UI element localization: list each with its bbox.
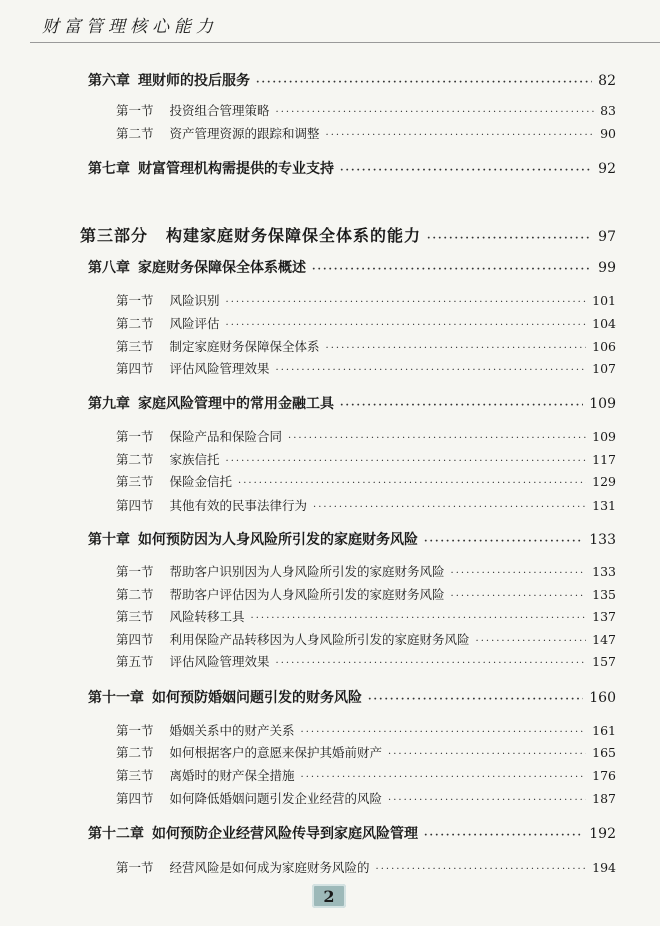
toc-page-number: 147 bbox=[592, 632, 616, 647]
toc-entry-label bbox=[88, 158, 334, 178]
toc-page-number: 192 bbox=[589, 826, 616, 842]
toc-entry-label bbox=[116, 450, 220, 468]
toc-entry-number: 第三节 bbox=[116, 609, 154, 624]
toc-entry-section bbox=[116, 585, 616, 603]
dot-leader bbox=[427, 233, 592, 244]
toc-entry-title: 评估风险管理效果 bbox=[169, 361, 270, 376]
toc-entry-number: 第一节 bbox=[116, 293, 154, 308]
dot-leader bbox=[451, 568, 587, 579]
toc-entry-label bbox=[88, 529, 418, 549]
toc-entry-section bbox=[116, 359, 616, 377]
toc-page-number: 92 bbox=[598, 161, 616, 177]
toc-entry-section bbox=[116, 314, 616, 332]
toc-entry-number: 第七章 bbox=[88, 161, 130, 177]
toc-page-number: 137 bbox=[592, 609, 616, 624]
toc-entry-title: 风险识别 bbox=[169, 293, 220, 308]
toc-entry-number: 第一节 bbox=[116, 860, 154, 875]
dot-leader bbox=[326, 130, 595, 141]
toc-entry-section bbox=[116, 607, 616, 625]
toc-page-number: 160 bbox=[589, 690, 616, 706]
running-header bbox=[0, 0, 660, 40]
toc-entry-title: 经营风险是如何成为家庭财务风险的 bbox=[169, 860, 370, 875]
toc-entry-label bbox=[116, 314, 220, 332]
toc-entry-title: 帮助客户评估因为人身风险所引发的家庭财务风险 bbox=[169, 587, 445, 602]
dot-leader bbox=[424, 830, 583, 841]
toc-entry-section bbox=[116, 496, 616, 514]
dot-leader bbox=[251, 613, 587, 624]
toc-entry-title: 帮助客户识别因为人身风险所引发的家庭财务风险 bbox=[169, 564, 445, 579]
header-divider bbox=[30, 42, 660, 43]
toc-entry-label bbox=[116, 496, 307, 514]
toc-page-number: 133 bbox=[592, 564, 616, 579]
toc-entry-title: 投资组合管理策略 bbox=[169, 103, 270, 118]
toc-entry-label bbox=[116, 652, 270, 670]
toc-entry-section bbox=[116, 124, 616, 142]
toc-entry-title: 如何根据客户的意愿来保护其婚前财产 bbox=[169, 745, 383, 760]
toc-entry-title: 如何降低婚姻问题引发企业经营的风险 bbox=[169, 791, 383, 806]
toc-entry-number: 第八章 bbox=[88, 260, 130, 276]
toc-page-number: 165 bbox=[592, 745, 616, 760]
dot-leader bbox=[256, 77, 592, 88]
toc-page-number: 104 bbox=[592, 316, 616, 331]
toc-page-number: 83 bbox=[600, 103, 616, 118]
toc-entry-label bbox=[116, 124, 320, 142]
toc-entry-chapter bbox=[88, 393, 616, 413]
toc-entry-number: 第二节 bbox=[116, 745, 154, 760]
toc-page-number: 157 bbox=[592, 654, 616, 669]
toc-entry-label bbox=[88, 257, 306, 277]
dot-leader bbox=[340, 400, 583, 411]
toc-entry-label bbox=[116, 101, 270, 119]
dot-leader bbox=[388, 749, 586, 760]
dot-leader bbox=[312, 264, 592, 275]
toc-page-number: 131 bbox=[592, 498, 616, 513]
dot-leader bbox=[226, 456, 587, 467]
toc-page-number: 107 bbox=[592, 361, 616, 376]
toc-entry-chapter bbox=[88, 529, 616, 549]
toc-entry-number: 第四节 bbox=[116, 632, 154, 647]
toc-page-number: 117 bbox=[592, 452, 616, 467]
toc-entry-label bbox=[116, 472, 232, 490]
toc-entry-label bbox=[116, 585, 445, 603]
toc-entry-title: 离婚时的财产保全措施 bbox=[169, 768, 295, 783]
toc-page-number: 99 bbox=[598, 260, 616, 276]
toc-page-number: 90 bbox=[600, 126, 616, 141]
toc-entry-label bbox=[116, 427, 282, 445]
toc-entry-number: 第三节 bbox=[116, 768, 154, 783]
toc-entry-number: 第四节 bbox=[116, 498, 154, 513]
toc-entry-title: 利用保险产品转移因为人身风险所引发的家庭财务风险 bbox=[169, 632, 470, 647]
dot-leader bbox=[238, 478, 586, 489]
toc-entry-section bbox=[116, 858, 616, 876]
toc-entry-label bbox=[80, 223, 421, 246]
toc-page-number: 82 bbox=[598, 73, 616, 89]
dot-leader bbox=[301, 727, 587, 738]
toc-entry-label bbox=[116, 607, 245, 625]
dot-leader bbox=[276, 107, 595, 118]
toc-entry-title: 家庭风险管理中的常用金融工具 bbox=[138, 396, 334, 412]
toc-page-number: 161 bbox=[592, 723, 616, 738]
toc-entry-label bbox=[88, 70, 250, 90]
toc-entry-title: 家族信托 bbox=[169, 452, 220, 467]
toc-entry-number: 第三节 bbox=[116, 474, 154, 489]
toc-entry-number: 第二节 bbox=[116, 126, 154, 141]
toc-entry-number: 第十二章 bbox=[88, 826, 144, 842]
toc-entry-label bbox=[88, 393, 334, 413]
toc-entry-number: 第三部分 bbox=[80, 226, 149, 245]
toc-entry-number: 第三节 bbox=[116, 339, 154, 354]
toc-page-number: 135 bbox=[592, 587, 616, 602]
dot-leader bbox=[301, 772, 587, 783]
dot-leader bbox=[276, 365, 587, 376]
toc-entry-chapter bbox=[88, 70, 616, 90]
toc-page-number: 109 bbox=[589, 396, 616, 412]
dot-leader bbox=[451, 591, 587, 602]
toc-entry-title: 评估风险管理效果 bbox=[169, 654, 270, 669]
toc-page-number: 194 bbox=[592, 860, 616, 875]
toc-entry-label bbox=[116, 858, 370, 876]
toc-page-number: 176 bbox=[592, 768, 616, 783]
toc-entry-number: 第二节 bbox=[116, 587, 154, 602]
toc-entry-section bbox=[116, 721, 616, 739]
dot-leader bbox=[276, 658, 587, 669]
toc-entry-title: 如何预防婚姻问题引发的财务风险 bbox=[152, 690, 362, 706]
toc-page-number: 187 bbox=[592, 791, 616, 806]
toc-entry-part bbox=[80, 223, 616, 246]
toc-entry-title: 风险评估 bbox=[169, 316, 220, 331]
toc-entry-number: 第九章 bbox=[88, 396, 130, 412]
dot-leader bbox=[388, 795, 586, 806]
toc-page-number: 97 bbox=[598, 229, 616, 245]
toc-entry-number: 第五节 bbox=[116, 654, 154, 669]
toc-entry-number: 第十一章 bbox=[88, 690, 144, 706]
dot-leader bbox=[326, 343, 587, 354]
toc-entry-title: 构建家庭财务保障保全体系的能力 bbox=[166, 226, 422, 245]
toc-entry-number: 第一节 bbox=[116, 429, 154, 444]
toc-entry-chapter bbox=[88, 158, 616, 178]
toc-entry-section bbox=[116, 766, 616, 784]
toc-entry-chapter bbox=[88, 687, 616, 707]
dot-leader bbox=[226, 320, 587, 331]
toc-entry-number: 第二节 bbox=[116, 452, 154, 467]
toc-entry-label bbox=[88, 823, 418, 843]
toc-entry-title: 家庭财务保障保全体系概述 bbox=[138, 260, 306, 276]
toc-entry-number: 第六章 bbox=[88, 73, 130, 89]
toc-entry-label bbox=[116, 562, 445, 580]
toc-entry-title: 如何预防因为人身风险所引发的家庭财务风险 bbox=[138, 532, 418, 548]
toc-entry-number: 第二节 bbox=[116, 316, 154, 331]
toc-entry-number: 第一节 bbox=[116, 723, 154, 738]
toc-entry-title: 保险产品和保险合同 bbox=[169, 429, 283, 444]
toc-entry-number: 第四节 bbox=[116, 791, 154, 806]
toc-entry-section bbox=[116, 630, 616, 648]
toc-entry-section bbox=[116, 789, 616, 807]
toc-entry-title: 制定家庭财务保障保全体系 bbox=[169, 339, 320, 354]
toc-page-number: 133 bbox=[589, 532, 616, 548]
toc-entry-title: 资产管理资源的跟踪和调整 bbox=[169, 126, 320, 141]
toc-entry-chapter bbox=[88, 823, 616, 843]
toc-entry-label bbox=[116, 291, 220, 309]
toc-entry-label bbox=[116, 359, 270, 377]
toc-entry-label bbox=[116, 721, 295, 739]
toc-page-number: 109 bbox=[592, 429, 616, 444]
toc-entry-section bbox=[116, 291, 616, 309]
toc-entry-title: 保险金信托 bbox=[169, 474, 233, 489]
toc-entry-title: 财富管理机构需提供的专业支持 bbox=[138, 161, 334, 177]
toc-entry-number: 第十章 bbox=[88, 532, 130, 548]
toc-page-number: 101 bbox=[592, 293, 616, 308]
toc-entry-title: 理财师的投后服务 bbox=[138, 73, 250, 89]
toc-entry-section bbox=[116, 337, 616, 355]
toc-entry-chapter bbox=[88, 257, 616, 277]
toc-entry-title: 风险转移工具 bbox=[169, 609, 245, 624]
dot-leader bbox=[424, 536, 583, 547]
toc-entry-number: 第一节 bbox=[116, 103, 154, 118]
toc-entry-label bbox=[116, 766, 295, 784]
toc-entry-section bbox=[116, 450, 616, 468]
toc-entry-number: 第四节 bbox=[116, 361, 154, 376]
toc-entry-section bbox=[116, 562, 616, 580]
dot-leader bbox=[288, 433, 586, 444]
toc-entry-label bbox=[116, 789, 382, 807]
toc-entry-section bbox=[116, 472, 616, 490]
dot-leader bbox=[368, 694, 583, 705]
toc-entry-number: 第一节 bbox=[116, 564, 154, 579]
dot-leader bbox=[376, 864, 587, 875]
toc-entry-title: 婚姻关系中的财产关系 bbox=[169, 723, 295, 738]
toc-entry-label bbox=[116, 743, 382, 761]
toc-entry-section bbox=[116, 101, 616, 119]
dot-leader bbox=[313, 502, 586, 513]
toc-entry-title: 其他有效的民事法律行为 bbox=[169, 498, 308, 513]
toc-entry-section bbox=[116, 743, 616, 761]
toc-entry-title: 如何预防企业经营风险传导到家庭风险管理 bbox=[152, 826, 418, 842]
toc-entry-section bbox=[116, 427, 616, 445]
book-title: 财富管理核心能力 bbox=[42, 17, 218, 37]
dot-leader bbox=[340, 165, 592, 176]
dot-leader bbox=[476, 636, 587, 647]
dot-leader bbox=[226, 297, 587, 308]
toc-entry-label bbox=[116, 337, 320, 355]
toc-page-number: 129 bbox=[592, 474, 616, 489]
toc-entry-section bbox=[116, 652, 616, 670]
toc-page-number: 106 bbox=[592, 339, 616, 354]
page-number-badge: 2 bbox=[312, 884, 346, 908]
toc-entry-label bbox=[88, 687, 362, 707]
toc-entry-label bbox=[116, 630, 470, 648]
